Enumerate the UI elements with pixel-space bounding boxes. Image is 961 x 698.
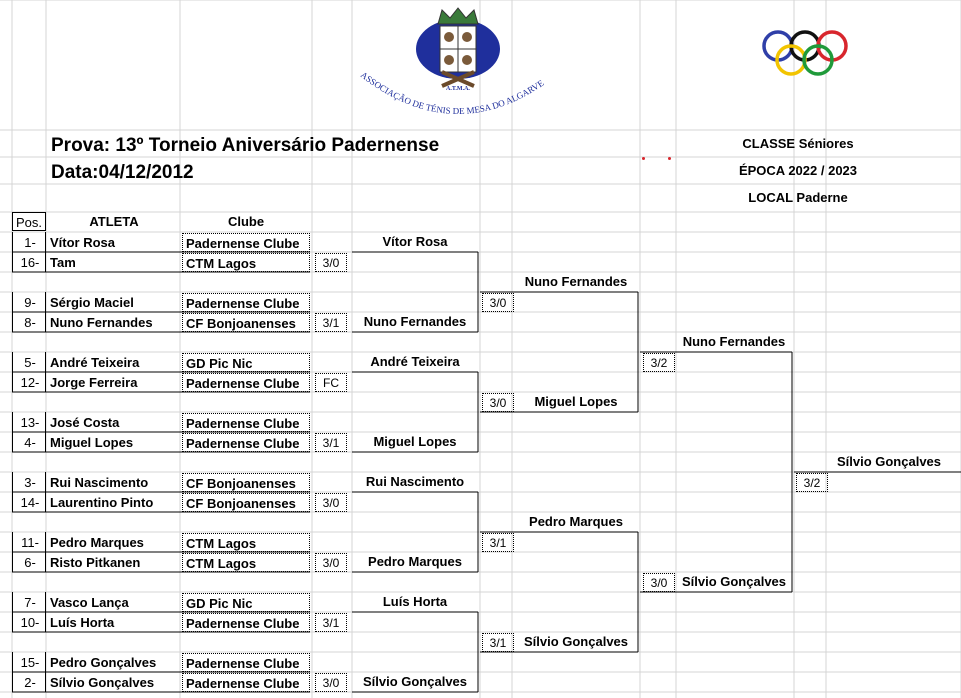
match-winner: Miguel Lopes <box>534 394 618 409</box>
match-score: 3/0 <box>315 553 347 572</box>
match-winner: Rui Nascimento <box>365 474 465 489</box>
player-seed: 15- <box>20 655 40 670</box>
pos-cell-border <box>12 532 46 552</box>
col-header-pos: Pos. <box>12 212 46 231</box>
match-score: 3/2 <box>643 353 675 372</box>
player-name: Vítor Rosa <box>50 235 116 250</box>
pos-cell-border <box>12 372 46 392</box>
player-club: Padernense Clube <box>182 233 310 252</box>
player-name: Vasco Lança <box>50 595 129 610</box>
player-club: GD Pic Nic <box>182 593 310 612</box>
player-seed: 14- <box>20 495 40 510</box>
classe-label: CLASSE Séniores <box>742 136 854 151</box>
match-score: FC <box>315 373 347 392</box>
player-name: Tam <box>50 255 76 270</box>
player-name: Sérgio Maciel <box>50 295 134 310</box>
player-name: Rui Nascimento <box>50 475 149 490</box>
pos-cell-border <box>12 472 46 492</box>
player-club: Padernense Clube <box>182 673 310 692</box>
player-club: CF Bonjoanenses <box>182 493 310 512</box>
player-name: André Teixeira <box>50 355 140 370</box>
player-club: Padernense Clube <box>182 653 310 672</box>
player-name: Sílvio Gonçalves <box>50 675 155 690</box>
match-score: 3/0 <box>315 673 347 692</box>
logo-arc-text: ASSOCIAÇÃO DE TÉNIS DE MESA DO ALGARVE <box>358 69 546 117</box>
match-score: 3/1 <box>315 433 347 452</box>
player-seed: 2- <box>24 675 36 690</box>
player-name: Luís Horta <box>50 615 115 630</box>
player-name: Laurentino Pinto <box>50 495 154 510</box>
player-club: CTM Lagos <box>182 253 310 272</box>
player-name: Pedro Marques <box>50 535 144 550</box>
olympic-rings-icon <box>760 24 850 84</box>
player-club: Padernense Clube <box>182 413 310 432</box>
player-seed: 13- <box>20 415 40 430</box>
match-winner: Sílvio Gonçalves <box>681 574 787 589</box>
match-score: 3/0 <box>315 253 347 272</box>
match-winner: Vítor Rosa <box>382 234 448 249</box>
match-winner: André Teixeira <box>370 354 460 369</box>
epoca-label: ÉPOCA 2022 / 2023 <box>738 163 858 178</box>
player-seed: 4- <box>24 435 36 450</box>
pos-cell-border <box>12 492 46 512</box>
match-winner: Pedro Marques <box>368 554 462 569</box>
pos-cell-border <box>12 432 46 452</box>
player-seed: 6- <box>24 555 36 570</box>
player-seed: 10- <box>20 615 40 630</box>
player-name: José Costa <box>50 415 120 430</box>
pos-cell-border <box>12 672 46 692</box>
col-header-clube: Clube <box>227 214 265 229</box>
match-winner: Nuno Fernandes <box>524 274 628 289</box>
match-score: 3/1 <box>482 533 514 552</box>
player-seed: 3- <box>24 475 36 490</box>
player-seed: 12- <box>20 375 40 390</box>
match-winner: Sílvio Gonçalves <box>836 454 942 469</box>
red-dot-marker <box>642 157 645 160</box>
player-club: Padernense Clube <box>182 433 310 452</box>
player-seed: 1- <box>24 235 36 250</box>
data-title: Data:04/12/2012 <box>51 162 194 183</box>
match-score: 3/0 <box>482 393 514 412</box>
match-score: 3/0 <box>643 573 675 592</box>
match-winner: Nuno Fernandes <box>682 334 786 349</box>
match-score: 3/1 <box>315 613 347 632</box>
pos-cell-border <box>12 592 46 612</box>
player-name: Pedro Gonçalves <box>50 655 157 670</box>
player-name: Jorge Ferreira <box>50 375 138 390</box>
player-seed: 7- <box>24 595 36 610</box>
col-header-atleta: ATLETA <box>89 214 139 229</box>
match-score: 3/1 <box>315 313 347 332</box>
player-club: GD Pic Nic <box>182 353 310 372</box>
red-dot-marker <box>668 157 671 160</box>
player-club: CTM Lagos <box>182 533 310 552</box>
match-score: 3/0 <box>482 293 514 312</box>
atma-logo <box>350 2 570 120</box>
match-score: 3/0 <box>315 493 347 512</box>
player-name: Risto Pitkanen <box>50 555 141 570</box>
local-label: LOCAL Paderne <box>748 190 848 205</box>
player-club: CF Bonjoanenses <box>182 313 310 332</box>
pos-cell-border <box>12 552 46 572</box>
prova-title: Prova: 13º Torneio Aniversário Padernense <box>51 135 440 156</box>
match-winner: Sílvio Gonçalves <box>362 674 468 689</box>
player-seed: 16- <box>20 255 40 270</box>
match-winner: Nuno Fernandes <box>363 314 467 329</box>
match-score: 3/2 <box>796 473 828 492</box>
logo-abbrev: A.T.M.A. <box>446 86 470 92</box>
pos-cell-border <box>12 352 46 372</box>
match-winner: Pedro Marques <box>529 514 623 529</box>
pos-cell-border <box>12 252 46 272</box>
player-name: Nuno Fernandes <box>50 315 153 330</box>
match-winner: Luís Horta <box>382 594 448 609</box>
player-club: Padernense Clube <box>182 293 310 312</box>
match-winner: Sílvio Gonçalves <box>523 634 629 649</box>
pos-cell-border <box>12 292 46 312</box>
match-winner: Miguel Lopes <box>373 434 457 449</box>
player-club: Padernense Clube <box>182 373 310 392</box>
pos-cell-border <box>12 612 46 632</box>
player-club: Padernense Clube <box>182 613 310 632</box>
pos-cell-border <box>12 312 46 332</box>
match-score: 3/1 <box>482 633 514 652</box>
pos-cell-border <box>12 232 46 252</box>
player-club: CF Bonjoanenses <box>182 473 310 492</box>
player-club: CTM Lagos <box>182 553 310 572</box>
pos-cell-border <box>12 412 46 432</box>
player-seed: 11- <box>21 535 39 550</box>
player-seed: 8- <box>24 315 36 330</box>
pos-cell-border <box>12 652 46 672</box>
player-name: Miguel Lopes <box>50 435 134 450</box>
player-seed: 5- <box>24 355 36 370</box>
player-seed: 9- <box>24 295 36 310</box>
